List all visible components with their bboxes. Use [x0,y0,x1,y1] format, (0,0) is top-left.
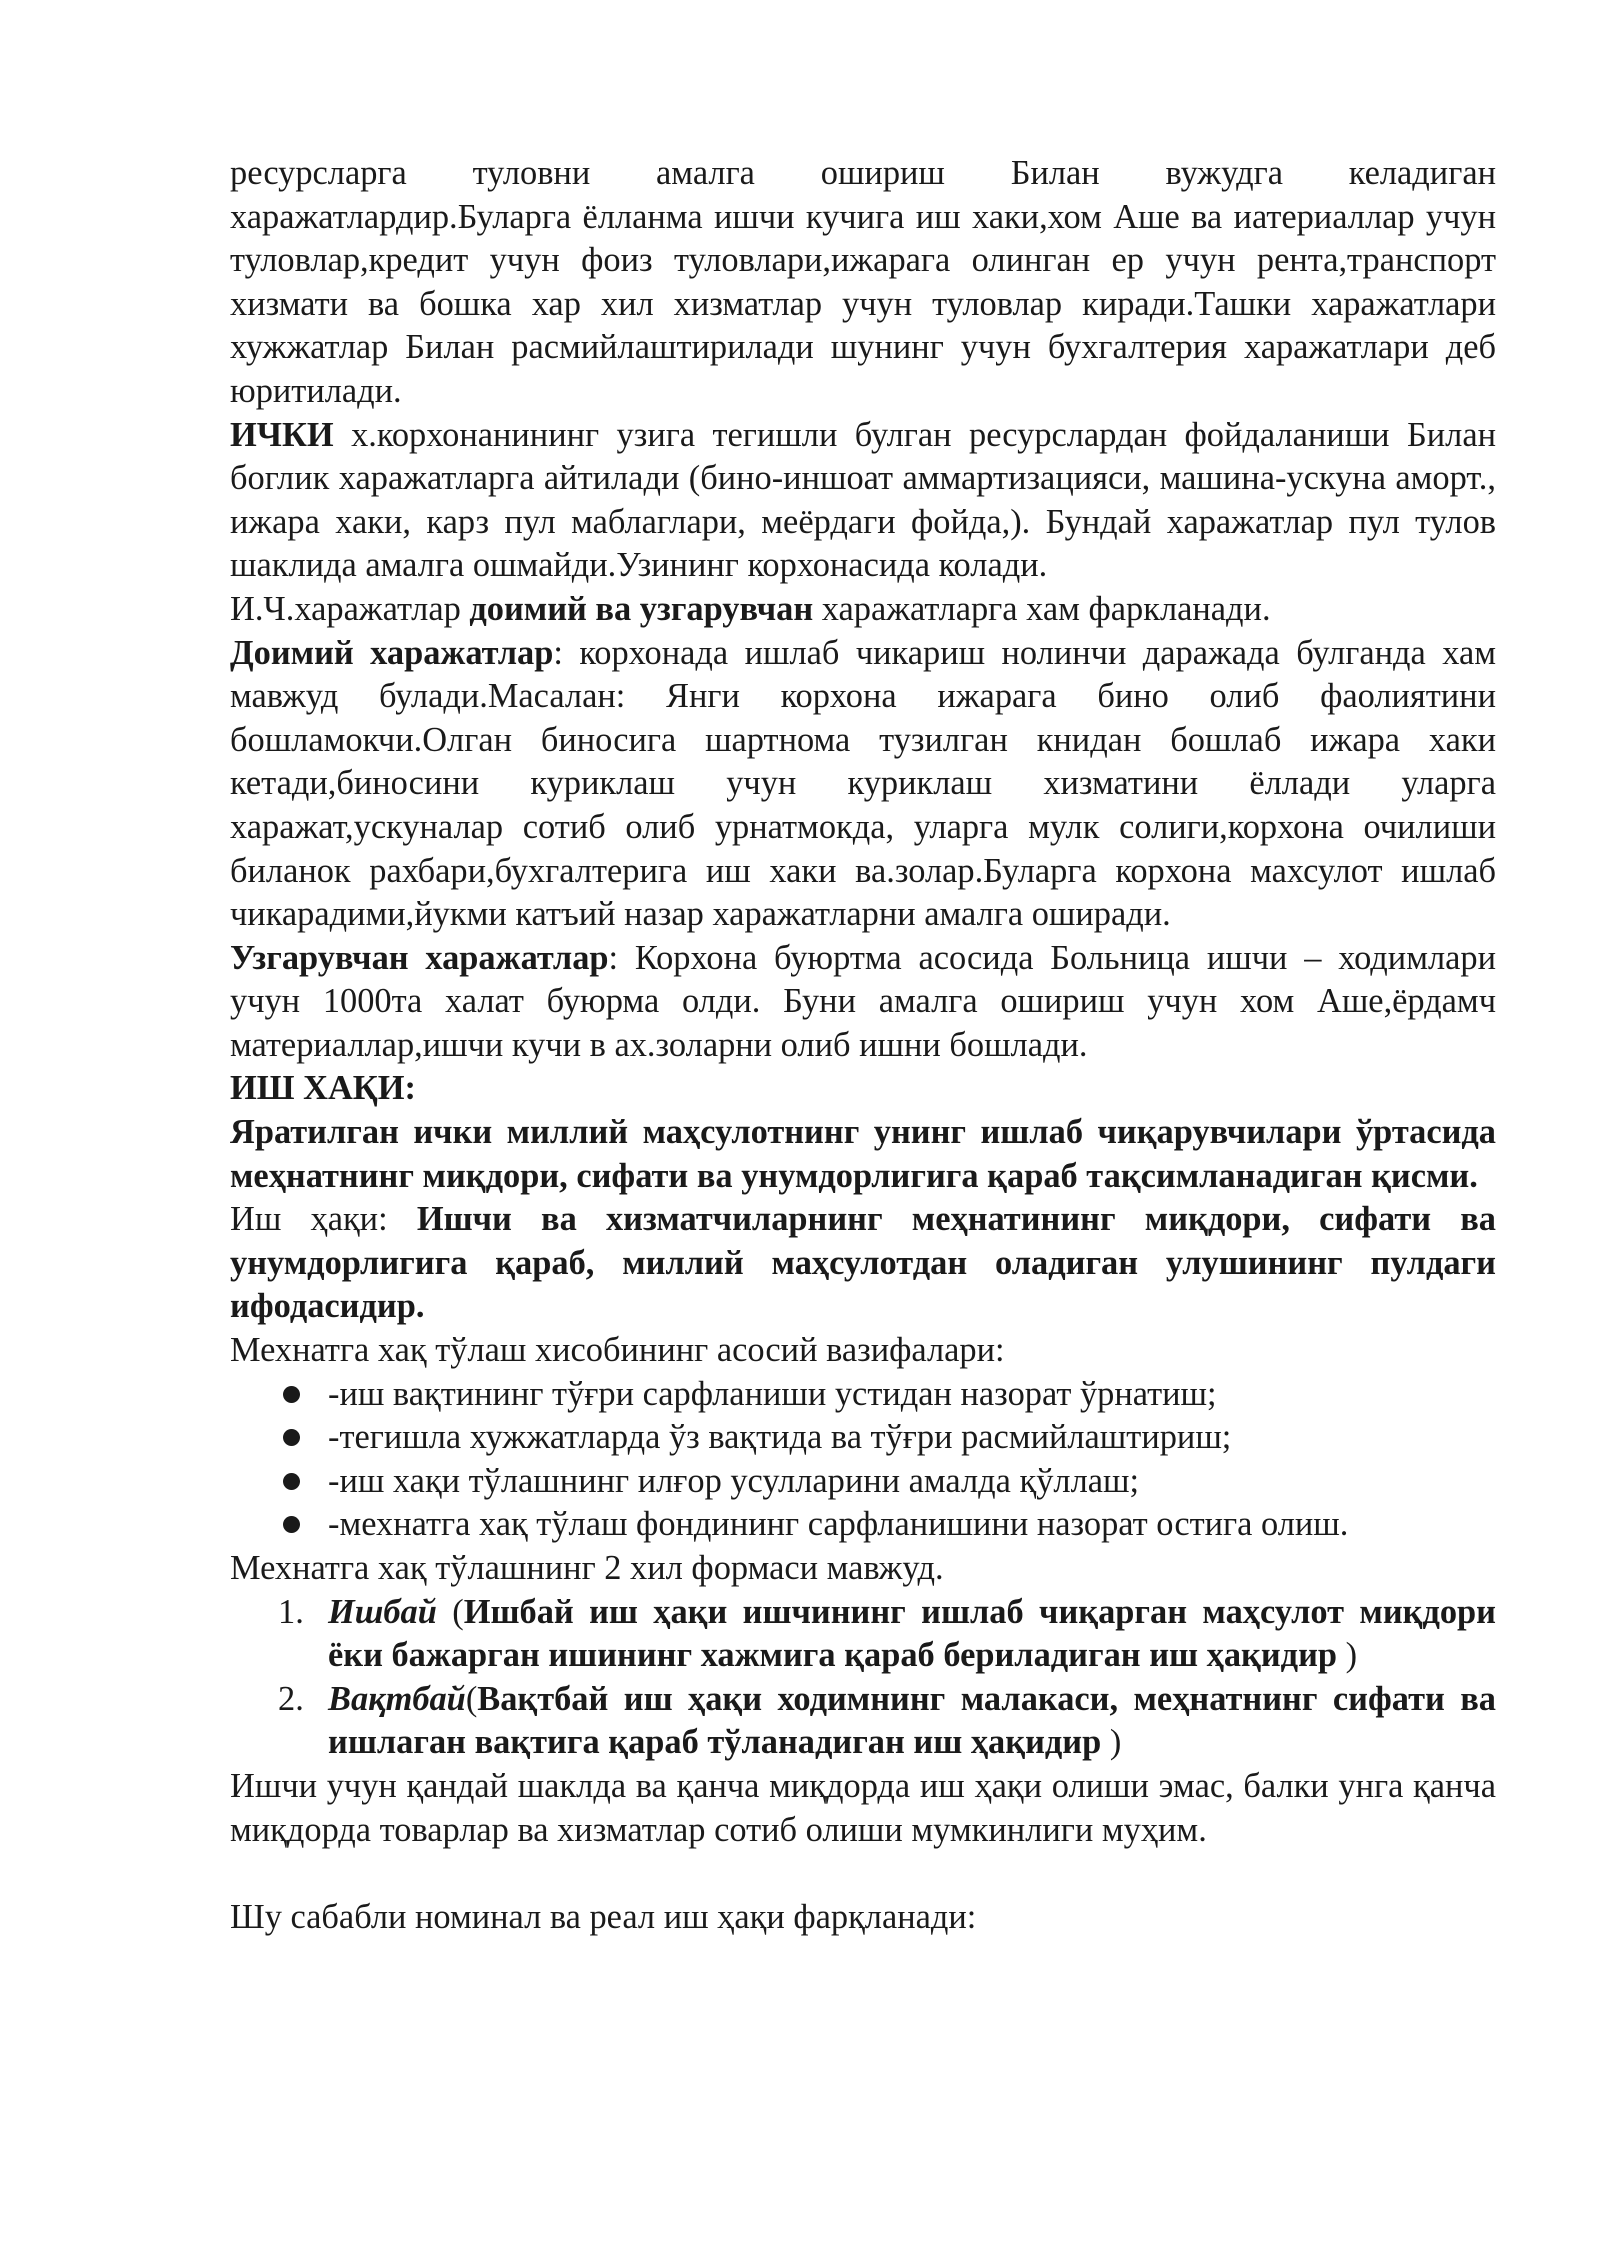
tasks-list [230,1373,1496,1547]
bullet-icon [283,1516,300,1533]
paragraph-forms-intro: Мехнатга хақ тўлашнинг 2 хил формаси мавжуд. [230,1549,944,1587]
paragraph-cost-types [230,588,1496,632]
form-description: Вақтбай иш ҳақи ходимнинг малакаси, меҳнатнинг сифати ва ишлаган вақтига қараб тўланадиган иш ҳақидир [328,1679,1496,1762]
form-title: Ишбай [328,1592,437,1631]
wage-definition-2-pre: Иш ҳақи: [230,1200,417,1239]
list-item [230,1373,1496,1417]
form-description: Ишбай иш ҳақи ишчининг ишлаб чиқарган маҳсулот миқдори ёки бажарган ишининг хажмига қараб бериладиган иш ҳақидир [328,1592,1496,1675]
list-item-text: -иш хақи тўлашнинг илғор усулларини амалда қўллаш; [328,1461,1140,1500]
paragraph-external-costs: ресурсларга туловни амалга ошириш Билан вужудга келадиган харажатлардир.Буларга ёлланма ишчи кучига иш хаки,хом Аше ва иатериаллар учун туловлар,кредит учун фоиз туловлари,ижарага олинган ер учун рента,транспорт хизмати ва бошка хар хил хизматлар учун туловлар киради.Ташки харажатлари хужжатлар Билан расмийлаштирилади шунинг учун бухгалтерия харажатлари деб юритилади. [230,154,1496,410]
bullet-icon [283,1429,300,1446]
forms-list [230,1591,1496,1765]
list-item [230,1678,1496,1765]
paragraph-real-wage: Ишчи учун қандай шаклда ва қанча миқдорда иш ҳақи олиши эмас, балки унга қанча миқдорда товарлар ва хизматлар сотиб олиши мумкинлиги муҳим. [230,1766,1496,1849]
heading-wage [230,1067,1496,1111]
paragraph-wage-definition-2 [230,1198,1496,1329]
list-item [230,1460,1496,1504]
list-number: 2. [278,1679,304,1718]
paragraph-nominal-real: Шу сабабли номинал ва реал иш ҳақи фарқланади: [230,1897,977,1936]
list-item-text: -иш вақтининг тўғри сарфланиши устидан назорат ўрнатиш; [328,1374,1217,1413]
paragraph-fixed-costs [230,632,1496,937]
form-title: Вақтбай [328,1679,466,1718]
term-variable-costs: Узгарувчан харажатлар [230,938,609,977]
list-item [230,1416,1496,1460]
heading-wage-text: ИШ ХАҚИ: [230,1069,416,1108]
paren-close: ) [1337,1636,1358,1675]
bullet-icon [283,1473,300,1490]
wage-definition-2-text: Ишчи ва хизматчиларнинг меҳнатининг миқдори, сифати ва унумдорлигига қараб, миллий маҳсулотдан оладиган улушининг пулдаги ифодасидир. [230,1200,1496,1326]
paragraph-internal-costs [230,414,1496,588]
paren-close: ) [1101,1723,1122,1762]
list-item [230,1503,1496,1547]
text-cost-types-post: харажатларга хам фаркланади. [813,589,1271,628]
term-ichki: ИЧКИ [230,415,334,454]
paren-open: ( [436,1592,464,1631]
document-page [230,152,1496,1939]
paragraph-tasks-intro: Мехнатга хақ тўлаш хисобининг асосий вазифалари: [230,1331,1005,1370]
text-internal-costs: х.корхонанининг узига тегишли булган ресурслардан фойдаланиши Билан боглик харажатларга айтилади (бино-иншоат аммартизацияси, машина-ускуна аморт., ижара хаки, карз пул маблаглари, меёрдаги фойда,). Бундай харажатлар пул тулов шаклида амалга ошмайди.Узининг корхонасида колади. [230,415,1496,585]
paragraph-variable-costs [230,937,1496,1068]
wage-definition-1-text: Яратилган ички миллий маҳсулотнинг унинг ишлаб чиқарувчилари ўртасида меҳнатнинг миқдори, сифати ва унумдорлигига қараб тақсимланадиган қисми. [230,1113,1496,1195]
paren-open: ( [465,1679,478,1718]
paragraph-wage-definition-1 [230,1111,1496,1198]
text-cost-types-pre: И.Ч.харажатлар [230,589,470,628]
text-variable-costs: : Корхона буюртма асосида Больница ишчи – ходимлари учун 1000та халат буюрма олди. Буни амалга ошириш учун хом Аше,ёрдамч материаллар,ишчи кучи в ах.золарни олиб ишни бошлади. [230,938,1496,1064]
list-item-text: -мехнатга хақ тўлаш фондининг сарфланишини назорат остига олиш. [328,1505,1349,1544]
list-item-text: -тегишла хужжатларда ўз вақтида ва тўғри расмийлаштириш; [328,1418,1232,1457]
text-fixed-costs: : корхонада ишлаб чикариш нолинчи даражада булганда хам мавжуд булади.Масалан: Янги корхона ижарага бино олиб фаолиятини бошламокчи.Олган биносига шартнома тузилган книдан бошлаб ижара хаки кетади,биносини куриклаш учун куриклаш хизматини ёллади уларга харажат,ускуналар сотиб олиб урнатмокда, уларга мулк солиги,корхона очилиши биланок рахбари,бухгалтерига иш хаки ва.золар.Буларга корхона махсулот ишлаб чикарадими,йукми катъий назар харажатларни амалга оширади. [230,633,1497,934]
list-item [230,1591,1496,1678]
term-fixed-variable: доимий ва узгарувчан [469,589,814,628]
blank-line [230,1852,1496,1896]
term-fixed-costs: Доимий харажатлар [230,633,554,672]
bullet-icon [283,1386,300,1403]
list-number: 1. [278,1592,304,1631]
